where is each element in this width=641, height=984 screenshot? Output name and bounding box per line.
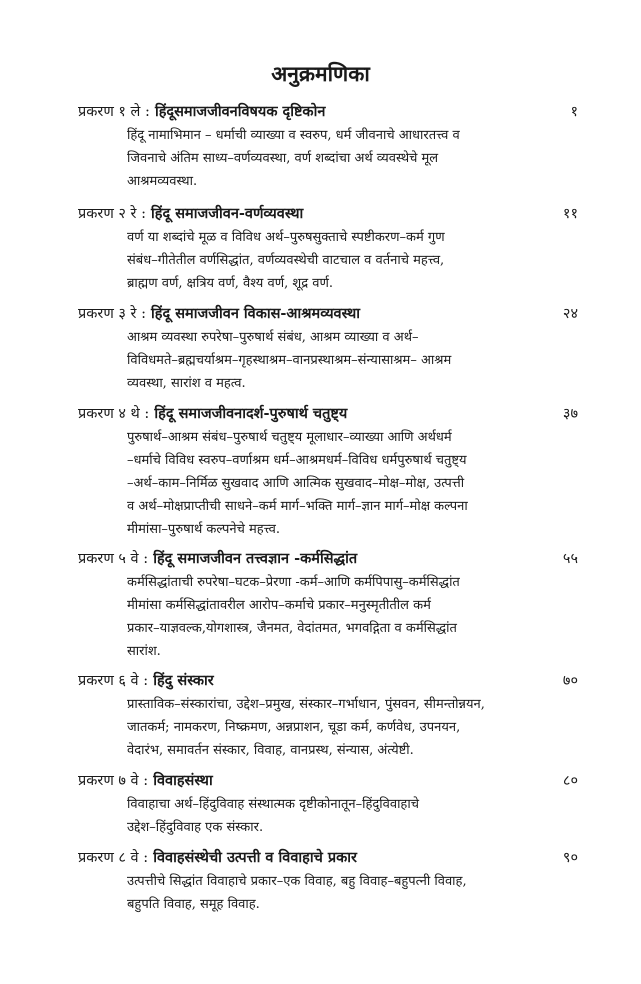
description-line: –धर्माचे विविध स्वरुप–वर्णाश्रम धर्म–आश्रमधर्म–विविध धर्मपुरुषार्थ चतुष्ट्य — [127, 453, 467, 468]
description-line: जातकर्म; नामकरण, निष्क्रमण, अन्नप्राशन, चूडा कर्म, कर्णवेध, उपनयन, — [127, 720, 461, 735]
page-number: २४ — [562, 306, 578, 322]
chapter-description — [127, 326, 578, 395]
chapter-heading — [78, 302, 578, 326]
page-number: ७० — [562, 673, 578, 689]
description-line: ब्राह्मण वर्ण, क्षत्रिय वर्ण, वैश्य वर्ण, शूद्र वर्ण. — [127, 276, 334, 291]
chapter-heading — [78, 769, 578, 793]
chapter-2 — [78, 202, 578, 295]
description-line: जिवनाचे अंतिम साध्य–वर्णव्यवस्था, वर्ण शब्दांचा अर्थ व्यवस्थेचे मूल — [127, 151, 439, 166]
page-number: ८० — [562, 773, 578, 789]
chapter-title: विवाहसंस्थेची उत्पत्ती व विवाहाचे प्रकार — [153, 849, 357, 866]
description-line: मीमांसा–पुरुषार्थ कल्पनेचे महत्त्व. — [127, 522, 281, 537]
chapter-heading — [78, 669, 578, 693]
description-line: आश्रम व्यवस्था रुपरेषा–पुरुषार्थ संबंध, आश्रम व्याख्या व अर्थ– — [127, 330, 419, 345]
chapter-label: प्रकरण ६ वे : — [78, 673, 149, 689]
page-number: ३७ — [562, 406, 578, 422]
description-line: बहुपति विवाह, समूह विवाह. — [127, 897, 260, 912]
page-number: ५५ — [562, 551, 578, 567]
chapter-title: हिंदू समाजजीवन तत्त्वज्ञान -कर्मसिद्धांत — [153, 550, 358, 567]
chapter-description — [127, 793, 578, 839]
chapter-1 — [78, 100, 578, 193]
description-line: हिंदू नामाभिमान – धर्माची व्याख्या व स्वरुप, धर्म जीवनाचे आधारतत्त्व व — [127, 128, 460, 143]
chapter-description — [127, 571, 578, 663]
description-line: –अर्थ–काम–निर्मिळ सुखवाद आणि आत्मिक सुखवाद–मोक्ष–मोक्ष, उत्पत्ती — [127, 476, 465, 491]
chapter-heading — [78, 402, 578, 426]
description-line: उद्देश–हिंदुविवाह एक संस्कार. — [127, 820, 264, 835]
chapter-title: हिंदू समाजजीवन विकास-आश्रमव्यवस्था — [151, 305, 360, 322]
description-line: विविधमते–ब्रह्मचर्याश्रम–गृहस्थाश्रम–वानप्रस्थाश्रम–संन्यासाश्रम– आश्रम — [127, 353, 452, 368]
chapter-label: प्रकरण १ ले : — [78, 104, 150, 120]
description-line: वेदारंभ, समावर्तन संस्कार, विवाह, वानप्रस्थ, संन्यास, अंत्येष्टी. — [127, 743, 414, 758]
chapter-3 — [78, 302, 578, 395]
description-line: कर्मसिद्धांताची रुपरेषा–घटक–प्रेरणा -कर्म–आणि कर्मपिपासु–कर्मसिद्धांत — [127, 575, 460, 590]
chapter-label: प्रकरण २ रे : — [78, 206, 146, 222]
chapter-title: हिंदूसमाजजीवनविषयक दृष्टिकोन — [154, 103, 326, 120]
description-line: वर्ण या शब्दांचे मूळ व विविध अर्थ–पुरुषसुक्ताचे स्पष्टीकरण–कर्म गुण — [127, 230, 445, 245]
chapter-5 — [78, 547, 578, 663]
chapter-label: प्रकरण ४ थे : — [78, 406, 150, 422]
page-number: ९० — [562, 850, 578, 866]
description-line: प्रास्ताविक–संस्कारांचा, उद्देश–प्रमुख, संस्कार–गर्भाधान, पुंसवन, सीमन्तोन्नयन, — [127, 697, 485, 712]
description-line: संबंध–गीतेतील वर्णसिद्धांत, वर्णव्यवस्थेची वाटचाल व वर्तनाचे महत्त्व, — [127, 253, 445, 268]
chapter-7 — [78, 769, 578, 839]
chapter-heading — [78, 547, 578, 571]
chapter-title: हिंदू समाजजीवन-वर्णव्यवस्था — [151, 205, 304, 222]
chapter-description — [127, 870, 578, 916]
description-line: सारांश. — [127, 644, 161, 659]
chapter-description — [127, 693, 578, 762]
page-number: १ — [570, 104, 578, 120]
description-line: व्यवस्था, सारांश व महत्व. — [127, 376, 246, 391]
chapter-label: प्रकरण ५ वे : — [78, 551, 149, 567]
chapter-label: प्रकरण ७ वे : — [78, 773, 149, 789]
chapter-title: हिंदु संस्कार — [153, 672, 214, 689]
chapter-8 — [78, 846, 578, 916]
chapter-description — [127, 426, 578, 541]
chapter-heading — [78, 202, 578, 226]
page-title: अनुक्रमणिका — [271, 61, 370, 86]
chapter-4 — [78, 402, 578, 541]
description-line: आश्रमव्यवस्था. — [127, 174, 198, 189]
chapter-label: प्रकरण ३ रे : — [78, 306, 146, 322]
chapter-title: हिंदू समाजजीवनादर्श-पुरुषार्थ चतुष्ट्य — [154, 405, 348, 422]
chapter-label: प्रकरण ८ वे : — [78, 850, 149, 866]
description-line: व अर्थ–मोक्षप्राप्तीची साधने–कर्म मार्ग–भक्ति मार्ग–ज्ञान मार्ग–मोक्ष कल्पना — [127, 499, 468, 514]
chapter-6 — [78, 669, 578, 762]
chapter-description — [127, 226, 578, 295]
chapter-heading — [78, 100, 578, 124]
page-number: ११ — [562, 206, 578, 222]
description-line: मीमांसा कर्मसिद्धांतावरील आरोप–कर्माचे प्रकार–मनुस्मृतीतील कर्म — [127, 598, 431, 613]
description-line: पुरुषार्थ–आश्रम संबंध–पुरुषार्थ चतुष्ट्य मूलाधार–व्याख्या आणि अर्थधर्म — [127, 430, 452, 445]
chapter-description — [127, 124, 578, 193]
description-line: विवाहाचा अर्थ–हिंदुविवाह संस्थात्मक दृष्टीकोनातून–हिंदुविवाहाचे — [127, 797, 419, 812]
chapter-title: विवाहसंस्था — [153, 772, 213, 789]
description-line: उत्पत्तीचे सिद्धांत विवाहाचे प्रकार–एक विवाह, बहु विवाह–बहुपत्नी विवाह, — [127, 874, 467, 889]
description-line: प्रकार–याज्ञवल्क,योगशास्त्र, जैनमत, वेदांतमत, भगवद्गिता व कर्मसिद्धांत — [127, 621, 457, 636]
chapter-heading — [78, 846, 578, 870]
